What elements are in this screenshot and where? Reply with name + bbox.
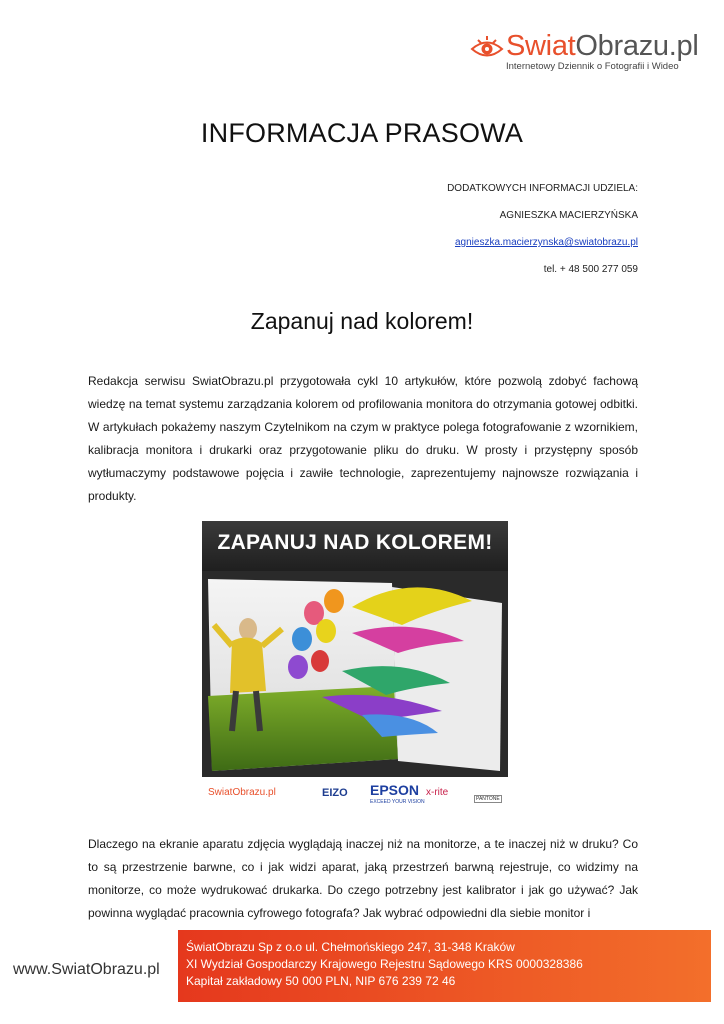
site-logo[interactable] [470, 28, 710, 78]
sponsor-strip [202, 779, 508, 809]
sponsor-epson-tagline: EXCEED YOUR VISION [370, 799, 425, 805]
footer-capital: Kapitał zakładowy 50 000 PLN, NIP 676 239 72 46 [186, 974, 456, 988]
contact-name: AGNIESZKA MACIERZYŃSKA [499, 210, 638, 221]
sponsor-swiatobrazu: SwiatObrazu.pl [208, 787, 276, 798]
footer-url[interactable]: www.SwiatObrazu.pl [13, 961, 160, 978]
eye-logo-icon [470, 34, 504, 62]
sponsor-eizo: EIZO [322, 787, 348, 799]
logo-tagline: Internetowy Dziennik o Fotografii i Wideo [506, 61, 679, 72]
contact-heading: DODATKOWYCH INFORMACJI UDZIELA: [447, 183, 638, 194]
sponsor-xrite: x-rite [426, 787, 449, 798]
sponsor-epson: EPSON [370, 782, 420, 798]
article-subtitle: Zapanuj nad kolorem! [250, 308, 474, 334]
footer-registry: XI Wydział Gospodarczy Krajowego Rejestru Sądowego KRS 0000328386 [186, 957, 583, 971]
sponsor-pantone: PANTONE [476, 796, 500, 802]
logo-wordmark: SwiatObrazu.pl [506, 30, 699, 62]
intro-paragraph: Redakcja serwisu SwiatObrazu.pl przygotowała cykl 10 artykułów, które pozwolą zdobyć fachową wiedzę na temat systemu zarządzania kolorem od profilowania monitora do otrzymania gotowej odbitki. W artykułach pokażemy naszym Czytelnikom na czym w praktyce polega fotografowanie z wzornikiem, kalibracja monitora i drukarki oraz przygotowanie pliku do druku. W prosty i przystępny sposób wytłumaczymy podstawowe pojęcia i zawiłe technologie, zaprezentujemy najnowsze rozwiązania i produkty. [88, 374, 638, 503]
banner-title: ZAPANUJ NAD KOLOREM! [217, 531, 493, 554]
footer-company-info [178, 930, 711, 1002]
page-title: INFORMACJA PRASOWA [200, 118, 524, 148]
contact-phone: tel. + 48 500 277 059 [543, 264, 638, 275]
contact-block [447, 183, 638, 291]
campaign-banner [202, 521, 508, 777]
body-paragraph: Dlaczego na ekranie aparatu zdjęcia wyglądają inaczej niż na monitorze, a te inaczej niż w druku? Co to są przestrzenie barwne, co i jak widzi aparat, jaką przestrzeń barwną rejestruje, co widzimy na monitorze, co może wydrukować drukarka. Do czego potrzebny jest kalibrator i jak go używać? Jak powinna wyglądać pracownia cyfrowego fotografa? Jak wybrać odpowiedni dla siebie monitor i [88, 837, 638, 920]
contact-email-link[interactable]: agnieszka.macierzynska@swiatobrazu.pl [454, 237, 638, 248]
footer-address: ŚwiatObrazu Sp z o.o ul. Chełmońskiego 247, 31-348 Kraków [186, 940, 515, 954]
